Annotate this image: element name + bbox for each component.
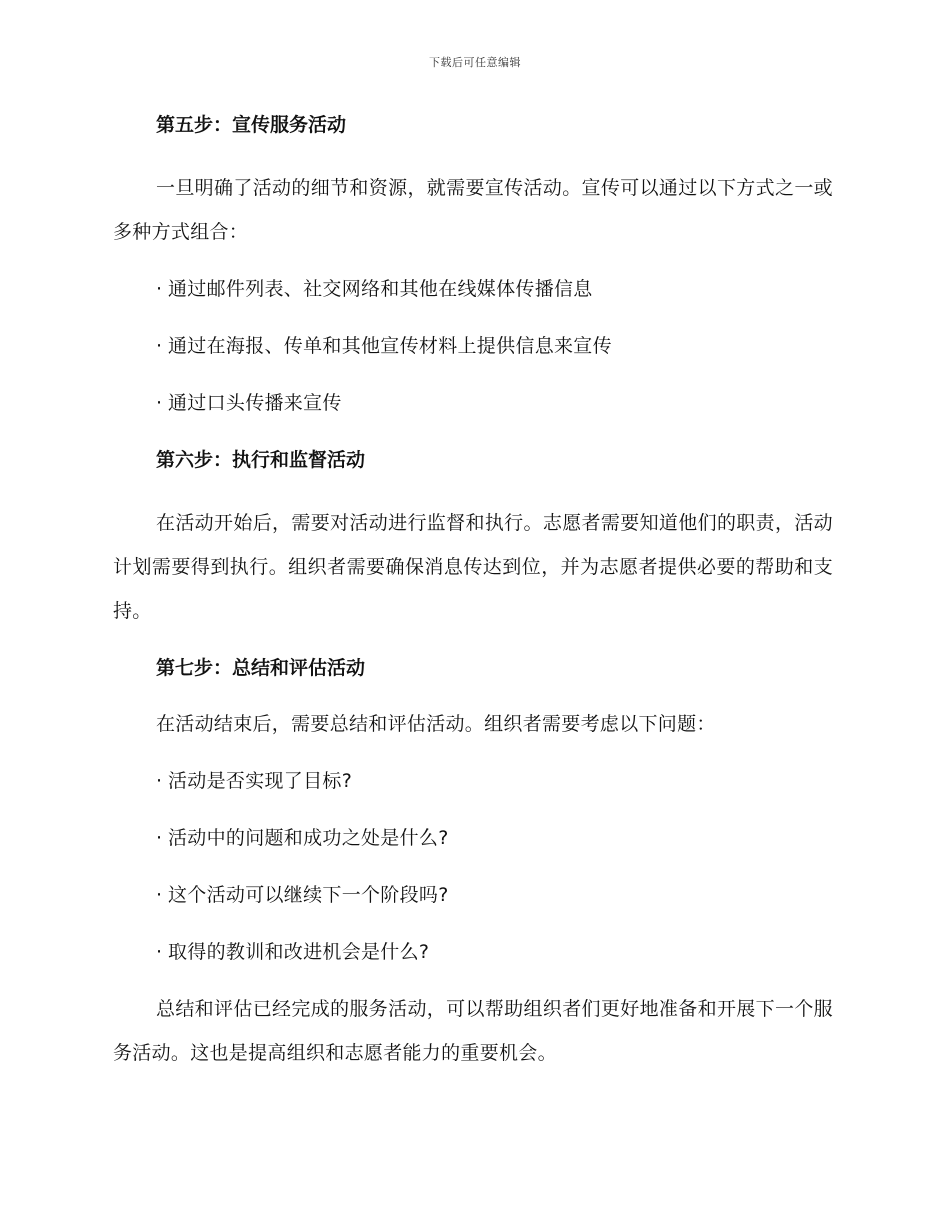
bullet-symbol: · — [156, 884, 163, 906]
section-heading-step6: 第六步：执行和监督活动 — [156, 449, 366, 471]
list-item — [113, 331, 833, 361]
paragraph-step7-intro — [113, 709, 833, 739]
bullet-symbol: · — [156, 335, 163, 357]
list-item-text: 通过邮件列表、社交网络和其他在线媒体传播信息 — [168, 278, 593, 300]
bullet-symbol: · — [156, 827, 163, 849]
page-header: 下载后可任意编辑 — [429, 56, 521, 69]
paragraph-step5-intro: 一旦明确了活动的细节和资源，就需要宣传活动。宣传可以通过以下方式之一或多种方式组合： — [113, 177, 833, 243]
section-heading-step5: 第五步：宣传服务活动 — [156, 114, 347, 136]
paragraph-step7-intro-text: 在活动结束后，需要总结和评估活动。组织者需要考虑以下问题： — [156, 713, 716, 735]
list-item-text: 通过在海报、传单和其他宣传材料上提供信息来宣传 — [168, 335, 612, 357]
list-item-text: 这个活动可以继续下一个阶段吗? — [168, 884, 449, 906]
list-item-text: 活动中的问题和成功之处是什么? — [168, 827, 449, 849]
list-item — [113, 388, 833, 418]
document-body — [113, 110, 833, 1089]
section-heading-step7: 第七步：总结和评估活动 — [156, 657, 366, 679]
bullet-symbol: · — [156, 941, 163, 963]
paragraph-step7-conclusion: 总结和评估已经完成的服务活动，可以帮助组织者们更好地准备和开展下一个服务活动。这也是提高组织和志愿者能力的重要机会。 — [113, 998, 833, 1064]
list-item — [113, 766, 833, 796]
bullet-symbol: · — [156, 278, 163, 300]
list-item — [113, 880, 833, 910]
list-item — [113, 274, 833, 304]
paragraph-step6-body: 在活动开始后，需要对活动进行监督和执行。志愿者需要知道他们的职责，活动计划需要得到执行。组织者需要确保消息传达到位，并为志愿者提供必要的帮助和支持。 — [113, 512, 833, 622]
bullet-symbol: · — [156, 392, 163, 414]
list-item-text: 活动是否实现了目标? — [168, 770, 353, 792]
list-item-text: 取得的教训和改进机会是什么? — [168, 941, 430, 963]
list-item — [113, 937, 833, 967]
bullet-symbol: · — [156, 770, 163, 792]
list-item — [113, 823, 833, 853]
list-item-text: 通过口头传播来宣传 — [168, 392, 342, 414]
